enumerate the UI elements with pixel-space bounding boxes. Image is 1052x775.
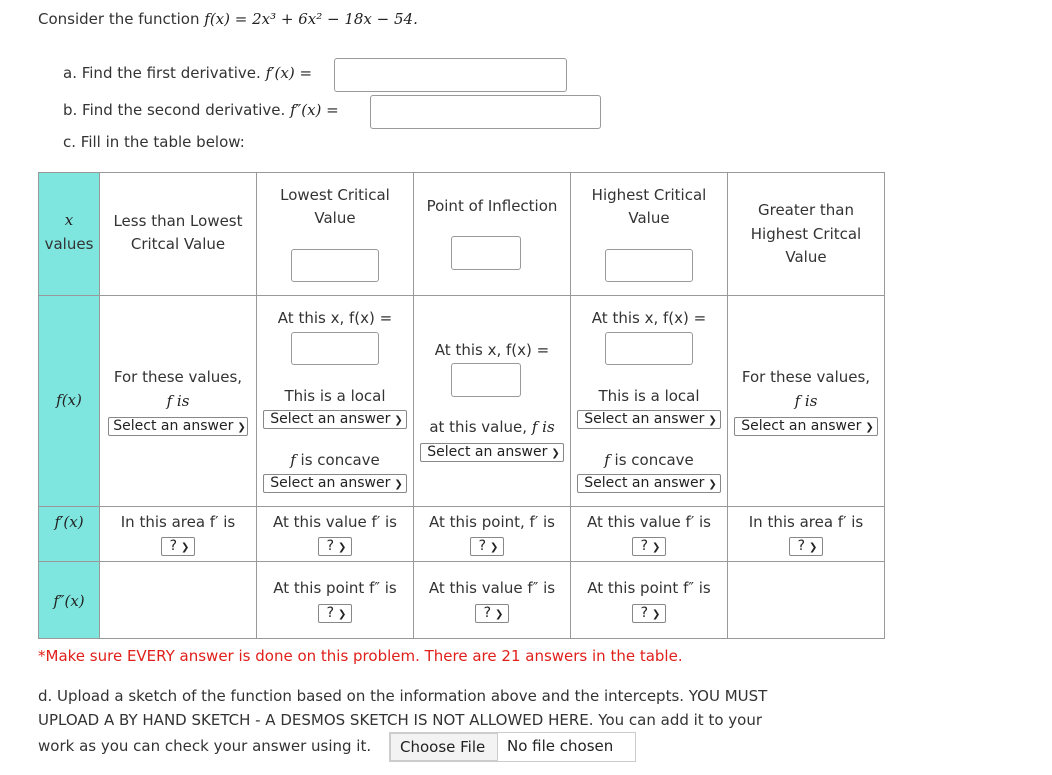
select-label: ? (483, 605, 492, 621)
select-label: ? (640, 605, 649, 621)
f-col1-f-is: f is (166, 392, 190, 410)
row-label-f (39, 296, 100, 507)
fprime-col5-text: In this area f′ is (748, 513, 864, 531)
x-values-label: values (44, 235, 94, 253)
select-label: Select an answer (270, 475, 391, 491)
chevron-down-icon: ❯ (181, 542, 190, 553)
f-col2-local: This is a local (284, 387, 386, 405)
chevron-down-icon: ❯ (394, 415, 403, 426)
header-col2-line2: Value (314, 209, 356, 227)
part-d-line2: UPLOAD A BY HAND SKETCH - A DESMOS SKETCH IS NOT ALLOWED HERE. You can add it to your (38, 711, 763, 729)
f-letter: f (290, 451, 296, 469)
select-label: Select an answer (741, 418, 862, 434)
fdoubleprime-highest-critical-select[interactable] (632, 604, 666, 623)
f-col3-at-this-x: At this x, f(x) = (434, 341, 550, 359)
f-row-label: f(x) (56, 391, 82, 409)
f-inflection-select[interactable] (420, 443, 564, 462)
fprime-greater-than-highest-cell (728, 507, 885, 562)
part-d-line1: d. Upload a sketch of the function based on the information above and the intercepts. YOU MUST (38, 687, 768, 705)
select-label: ? (326, 605, 335, 621)
f-lowest-critical-cell (257, 296, 414, 507)
fprime-lowest-critical-select[interactable] (318, 537, 352, 556)
at-this-value-label: at this value, (429, 418, 528, 436)
chevron-down-icon: ❯ (708, 415, 717, 426)
fprime-col3-text: At this point, f′ is (428, 513, 555, 531)
f-less-than-lowest-select[interactable] (108, 417, 248, 436)
part-b-prompt (63, 101, 339, 119)
row-label-fdoubleprime (39, 562, 100, 639)
f-col4-local: This is a local (598, 387, 700, 405)
choose-file-button[interactable]: Choose File (390, 733, 498, 761)
fdoubleprime-row-label: f″(x) (53, 592, 85, 610)
part-a-prompt (63, 64, 312, 82)
f-lowest-local-select[interactable] (263, 410, 407, 429)
select-label: Select an answer (270, 411, 391, 427)
header-lowest-critical (257, 173, 414, 296)
header-col3: Point of Inflection (426, 197, 558, 215)
row-label-fprime (39, 507, 100, 562)
intro-text: Consider the function (38, 10, 200, 28)
f-is-label: f is (531, 418, 555, 436)
chevron-down-icon: ❯ (338, 609, 347, 620)
first-derivative-input[interactable] (334, 58, 567, 92)
f-col2-at-this-x: At this x, f(x) = (277, 309, 393, 327)
fdoubleprime-inflection-cell (414, 562, 571, 639)
f-highest-critical-cell (571, 296, 728, 507)
fdoubleprime-less-than-lowest-cell (100, 562, 257, 639)
problem-intro (38, 10, 418, 28)
fprime-col4-text: At this value f′ is (587, 513, 711, 531)
lowest-critical-input[interactable] (291, 249, 379, 282)
part-d-line3: work as you can check your answer using it. (38, 737, 372, 755)
f-highest-local-select[interactable] (577, 410, 721, 429)
chevron-down-icon: ❯ (551, 448, 560, 459)
select-label: Select an answer (113, 418, 234, 434)
header-col5-line2: Highest Critcal (750, 225, 862, 243)
select-label: ? (640, 538, 649, 554)
f-inflection-cell (414, 296, 571, 507)
select-label: ? (797, 538, 806, 554)
fprime-inflection-cell (414, 507, 571, 562)
f-less-than-lowest-cell (100, 296, 257, 507)
fprime-highest-critical-select[interactable] (632, 537, 666, 556)
part-c-label: c. Fill in the table below: (63, 133, 245, 151)
header-col4-line2: Value (628, 209, 670, 227)
chevron-down-icon: ❯ (652, 542, 661, 553)
fprime-less-than-lowest-cell (100, 507, 257, 562)
chevron-down-icon: ❯ (495, 609, 504, 620)
header-corner (39, 173, 100, 296)
header-highest-critical (571, 173, 728, 296)
chevron-down-icon: ❯ (490, 542, 499, 553)
fdoubleprime-highest-critical-cell (571, 562, 728, 639)
fdoubleprime-col2-text: At this point f″ is (273, 579, 397, 597)
f-at-inflection-input[interactable] (451, 363, 521, 397)
fdoubleprime-greater-than-highest-cell (728, 562, 885, 639)
f-col5-f-is: f is (794, 392, 818, 410)
chevron-down-icon: ❯ (865, 422, 874, 433)
analysis-table (38, 172, 885, 639)
concave-label: is concave (614, 451, 694, 469)
f-col4-concave-line (571, 451, 727, 469)
f-col1-text: For these values, (113, 368, 243, 386)
f-col5-text: For these values, (741, 368, 871, 386)
chevron-down-icon: ❯ (338, 542, 347, 553)
chevron-down-icon: ❯ (708, 479, 717, 490)
chevron-down-icon: ❯ (237, 422, 246, 433)
header-col1-line1: Less than Lowest (113, 212, 243, 230)
f-greater-than-highest-select[interactable] (734, 417, 878, 436)
inflection-point-input[interactable] (451, 236, 521, 270)
second-derivative-input[interactable] (370, 95, 601, 129)
part-a-label: a. Find the first derivative. (63, 64, 261, 82)
highest-critical-input[interactable] (605, 249, 693, 282)
fprime-less-than-lowest-select[interactable] (161, 537, 195, 556)
fprime-greater-than-highest-select[interactable] (789, 537, 823, 556)
chevron-down-icon: ❯ (652, 609, 661, 620)
f-greater-than-highest-cell (728, 296, 885, 507)
fprime-highest-critical-cell (571, 507, 728, 562)
header-col1-line2: Critcal Value (130, 235, 226, 253)
red-warning-note: *Make sure EVERY answer is done on this problem. There are 21 answers in the table. (38, 647, 683, 665)
chevron-down-icon: ❯ (394, 479, 403, 490)
header-col5-line1: Greater than (757, 201, 854, 219)
f-at-lowest-critical-input[interactable] (291, 332, 379, 365)
fdoubleprime-col4-text: At this point f″ is (587, 579, 711, 597)
select-label: ? (326, 538, 335, 554)
select-label: ? (478, 538, 487, 554)
header-less-than-lowest (100, 173, 257, 296)
header-inflection (414, 173, 571, 296)
select-label: Select an answer (584, 411, 705, 427)
fdoubleprime-inflection-select[interactable] (475, 604, 509, 623)
fdoubleprime-lowest-critical-cell (257, 562, 414, 639)
x-var-label: x (64, 211, 74, 229)
select-label: Select an answer (427, 444, 548, 460)
header-greater-than-highest (728, 173, 885, 296)
header-col5-line3: Value (785, 248, 827, 266)
fdoubleprime-lowest-critical-select[interactable] (318, 604, 352, 623)
part-b-label: b. Find the second derivative. (63, 101, 286, 119)
f-col2-concave-line (257, 451, 413, 469)
fprime-lowest-critical-cell (257, 507, 414, 562)
fdoubleprime-col3-text: At this value f″ is (428, 579, 556, 597)
fprime-row-label: f′(x) (54, 513, 84, 531)
no-file-chosen-label: No file chosen (507, 737, 614, 755)
header-col2-line1: Lowest Critical (280, 186, 390, 204)
fprime-col2-text: At this value f′ is (273, 513, 397, 531)
fprime-col1-text: In this area f′ is (120, 513, 236, 531)
part-b-expr: f″(x) = (290, 101, 339, 119)
f-at-highest-critical-input[interactable] (605, 332, 693, 365)
f-letter: f (604, 451, 610, 469)
concave-label: is concave (300, 451, 380, 469)
header-col4-line1: Highest Critical (591, 186, 707, 204)
f-highest-concavity-select[interactable] (577, 474, 721, 493)
part-a-expr: f′(x) = (265, 64, 313, 82)
f-col3-at-value-line (414, 418, 570, 436)
fprime-inflection-select[interactable] (470, 537, 504, 556)
function-expression: f(x) = 2x³ + 6x² − 18x − 54. (204, 10, 418, 28)
select-label: Select an answer (584, 475, 705, 491)
f-col4-at-this-x: At this x, f(x) = (591, 309, 707, 327)
chevron-down-icon: ❯ (809, 542, 818, 553)
select-label: ? (169, 538, 178, 554)
f-lowest-concavity-select[interactable] (263, 474, 407, 493)
